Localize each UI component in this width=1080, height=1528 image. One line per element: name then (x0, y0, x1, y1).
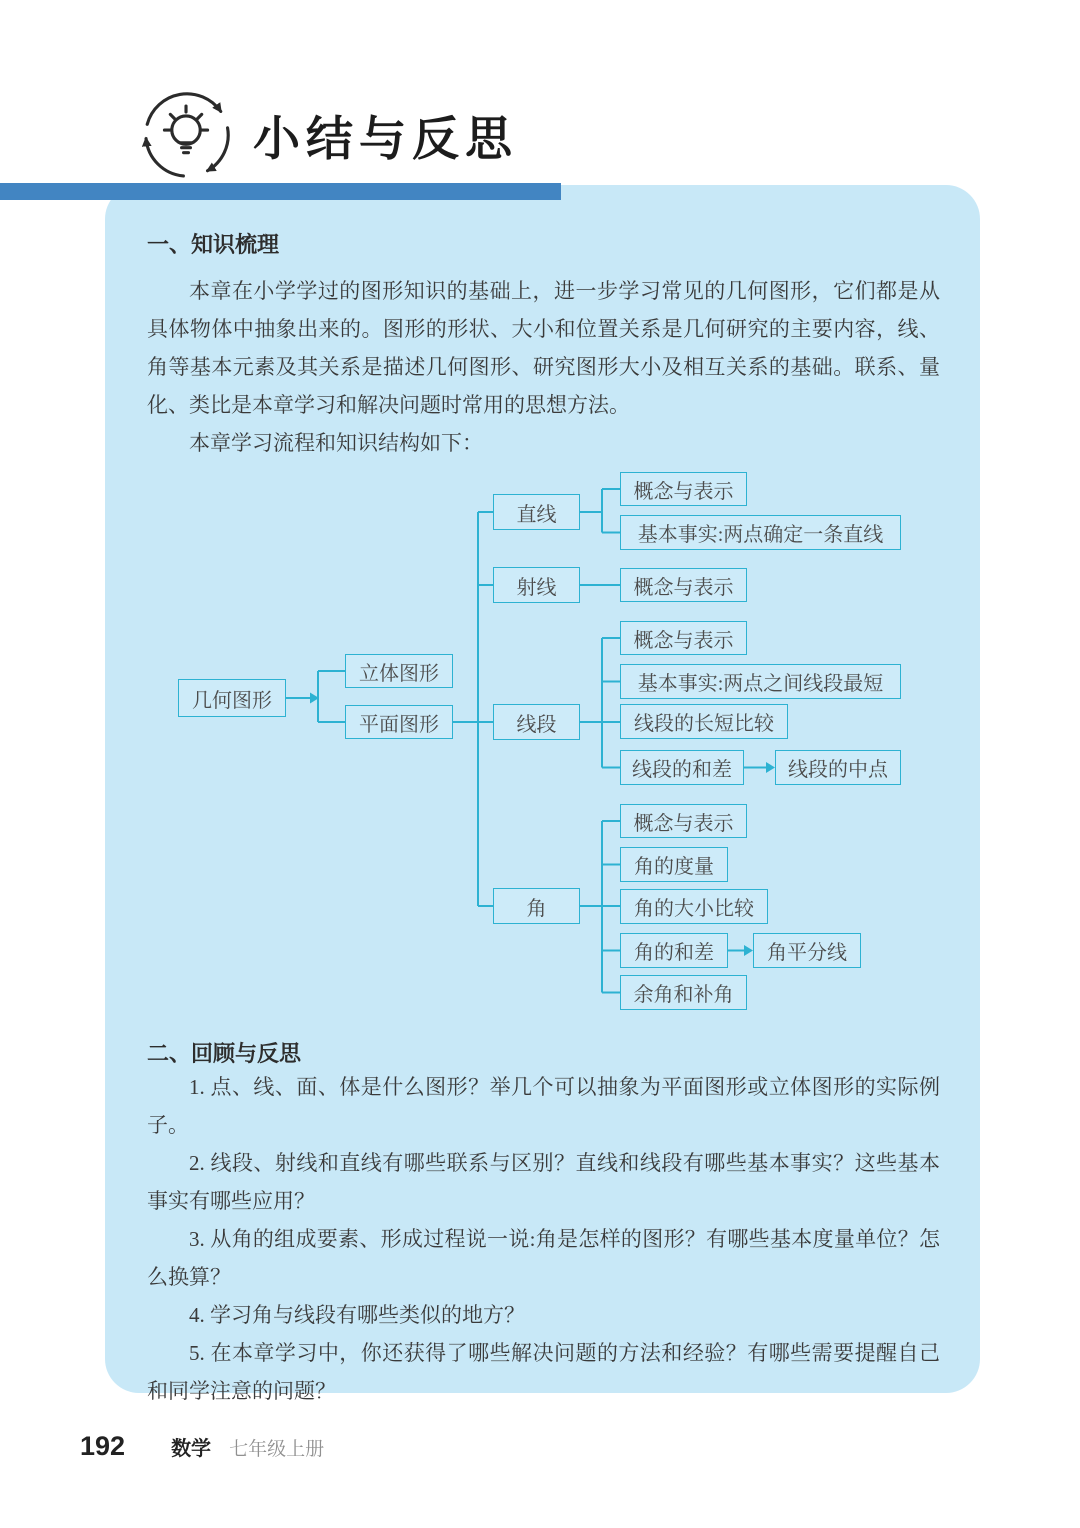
diagram-box-angle-compare: 角的大小比较 (620, 889, 768, 924)
knowledge-paragraph: 本章在小学学过的图形知识的基础上，进一步学习常见的几何图形，它们都是从具体物体中抽象出来的。图形的形状、大小和位置关系是几何研究的主要内容，线、角等基本元素及其关系是描述几何图形、研究图形大小及相互关系的基础。联系、量化、类比是本章学习和解决问题时常用的思想方法。 (147, 279, 940, 417)
content-panel (105, 185, 980, 1403)
review-question-5: 5. 在本章学习中，你还获得了哪些解决问题的方法和经验？有哪些需要提醒自己和同学注意的问题？ (147, 1341, 940, 1403)
lightbulb-cycle-icon (136, 86, 238, 184)
review-question-1: 1. 点、线、面、体是什么图形？举几个可以抽象为平面图形或立体图形的实际例子。 (147, 1075, 940, 1137)
diagram-box-line: 直线 (493, 494, 580, 530)
header-accent-bar (0, 183, 561, 200)
diagram-box-angle-bisector: 角平分线 (753, 933, 861, 968)
diagram-lead-in: 本章学习流程和知识结构如下： (189, 431, 483, 455)
diagram-box-solid-figure: 立体图形 (345, 654, 453, 688)
diagram-box-angle-concept: 概念与表示 (620, 804, 747, 838)
diagram-box-segment-sumdiff: 线段的和差 (620, 750, 744, 785)
diagram-box-angle-sumdiff: 角的和差 (620, 933, 728, 968)
diagram-box-ray: 射线 (493, 567, 580, 603)
review-question-2: 2. 线段、射线和直线有哪些联系与区别？直线和线段有哪些基本事实？这些基本事实有哪些应用？ (147, 1151, 940, 1213)
diagram-box-segment-fact: 基本事实:两点之间线段最短 (620, 664, 901, 699)
diagram-box-plane-figure: 平面图形 (345, 705, 453, 739)
review-section-heading: 二、回顾与反思 (147, 1041, 302, 1066)
review-question-3: 3. 从角的组成要素、形成过程说一说:角是怎样的图形？有哪些基本度量单位？怎么换算？ (147, 1227, 940, 1289)
diagram-box-segment-midpoint: 线段的中点 (775, 750, 901, 785)
knowledge-section-heading: 一、知识梳理 (147, 232, 280, 257)
diagram-box-angle-complementary: 余角和补角 (620, 975, 747, 1010)
review-question-4: 4. 学习角与线段有哪些类似的地方？ (189, 1303, 525, 1327)
page-number: 192 (80, 1431, 126, 1461)
diagram-box-line-fact: 基本事实:两点确定一条直线 (620, 515, 901, 550)
diagram-box-angle: 角 (493, 888, 580, 924)
diagram-box-angle-measure: 角的度量 (620, 847, 728, 882)
page-title: 小结与反思 (253, 114, 518, 166)
diagram-box-segment-compare: 线段的长短比较 (620, 704, 788, 739)
page-footer (80, 1431, 324, 1462)
diagram-box-segment: 线段 (493, 704, 580, 740)
knowledge-structure-diagram (105, 462, 980, 1022)
diagram-box-ray-concept: 概念与表示 (620, 568, 747, 602)
diagram-box-line-concept: 概念与表示 (620, 472, 747, 506)
diagram-box-root: 几何图形 (178, 679, 286, 717)
footer-edition: 七年级上册 (229, 1439, 325, 1460)
diagram-box-segment-concept: 概念与表示 (620, 621, 747, 655)
footer-subject: 数学 (171, 1438, 212, 1460)
